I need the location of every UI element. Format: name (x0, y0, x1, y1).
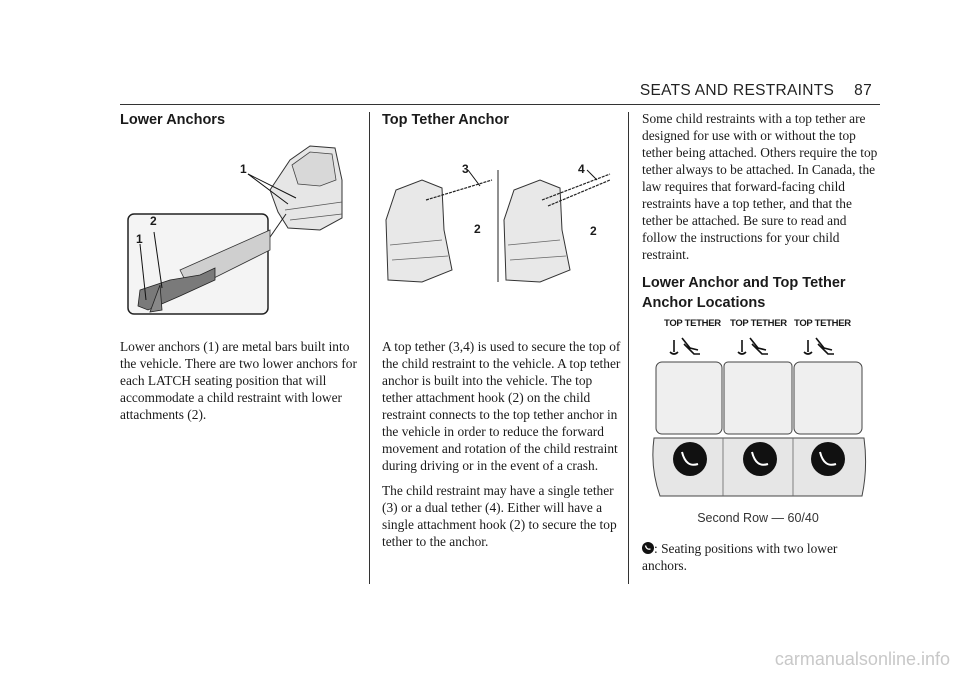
top-tether-illustration (382, 160, 618, 285)
diagram-caption (642, 509, 874, 527)
lower-anchors-illustration (120, 140, 362, 320)
caption-second-row: Second Row — 60/40 (697, 511, 819, 525)
heading-lower-anchors: Lower Anchors (120, 112, 226, 128)
top-tether-label-left: TOP TETHER (664, 318, 721, 329)
lower-anchors-paragraph: Lower anchors (1) are metal bars built into the vehicle. There are two lower anchors for each LATCH seating position that will accommodate a child restraint with lower attachments (2). (120, 339, 357, 422)
column-lower-anchors (120, 110, 358, 128)
section-title: SEATS AND RESTRAINTS (639, 82, 835, 99)
top-tether-text (382, 338, 622, 550)
seat-anchor-location-diagram (650, 318, 872, 500)
watermark: carmanualsonline.info (774, 649, 950, 669)
callout-2-right: 2 (590, 224, 597, 238)
callout-1-top: 1 (240, 162, 247, 176)
column-top-tether (382, 110, 622, 128)
callout-4: 4 (578, 162, 585, 176)
page-header (640, 82, 872, 100)
top-tether-label-right: TOP TETHER (794, 318, 851, 329)
legend-text: : Seating positions with two lower anchors. (642, 541, 838, 573)
callout-2-left: 2 (474, 222, 481, 236)
tether-intro-paragraph: Some child restraints with a top tether are designed for use with or without the top tether being attached. Others require the top tether always to be attached. In Canada, the law requires that forward-facing child restraints have a top tether, and that the tether be attached. Be sure to read and follow the instructions for your child restraint. (642, 111, 878, 262)
lower-anchors-text (120, 338, 358, 423)
column-divider-2 (628, 112, 629, 584)
top-tether-paragraph-2: The child restraint may have a single tether (3) or a dual tether (4). Either will have a single attachment hook (2) to secure the top tether to the anchor. (382, 483, 617, 549)
heading-top-tether-anchor: Top Tether Anchor (382, 112, 510, 128)
heading-anchor-locations: Lower Anchor and Top Tether Anchor Locations (642, 275, 846, 311)
column-divider-1 (369, 112, 370, 584)
top-tether-label-center: TOP TETHER (730, 318, 787, 329)
lower-anchor-icon (642, 542, 654, 554)
header-rule (120, 104, 880, 105)
top-tether-paragraph-1: A top tether (3,4) is used to secure the top of the child restraint to the vehicle. A top tether anchor is built into the vehicle. The top tether attachment hook (2) on the child restraint connects to the top tether anchor in the vehicle in order to reduce the forward movement and rotation of the child restraint during driving or in the event of a crash. (382, 339, 621, 473)
top-tether-icon (804, 338, 834, 354)
column-anchor-locations (642, 110, 882, 313)
callout-2: 2 (150, 214, 157, 228)
page-number: 87 (854, 82, 872, 99)
callout-1-inset: 1 (136, 232, 143, 246)
callout-3: 3 (462, 162, 469, 176)
top-tether-icon (738, 338, 768, 354)
legend (642, 540, 874, 574)
top-tether-icon (670, 338, 700, 354)
